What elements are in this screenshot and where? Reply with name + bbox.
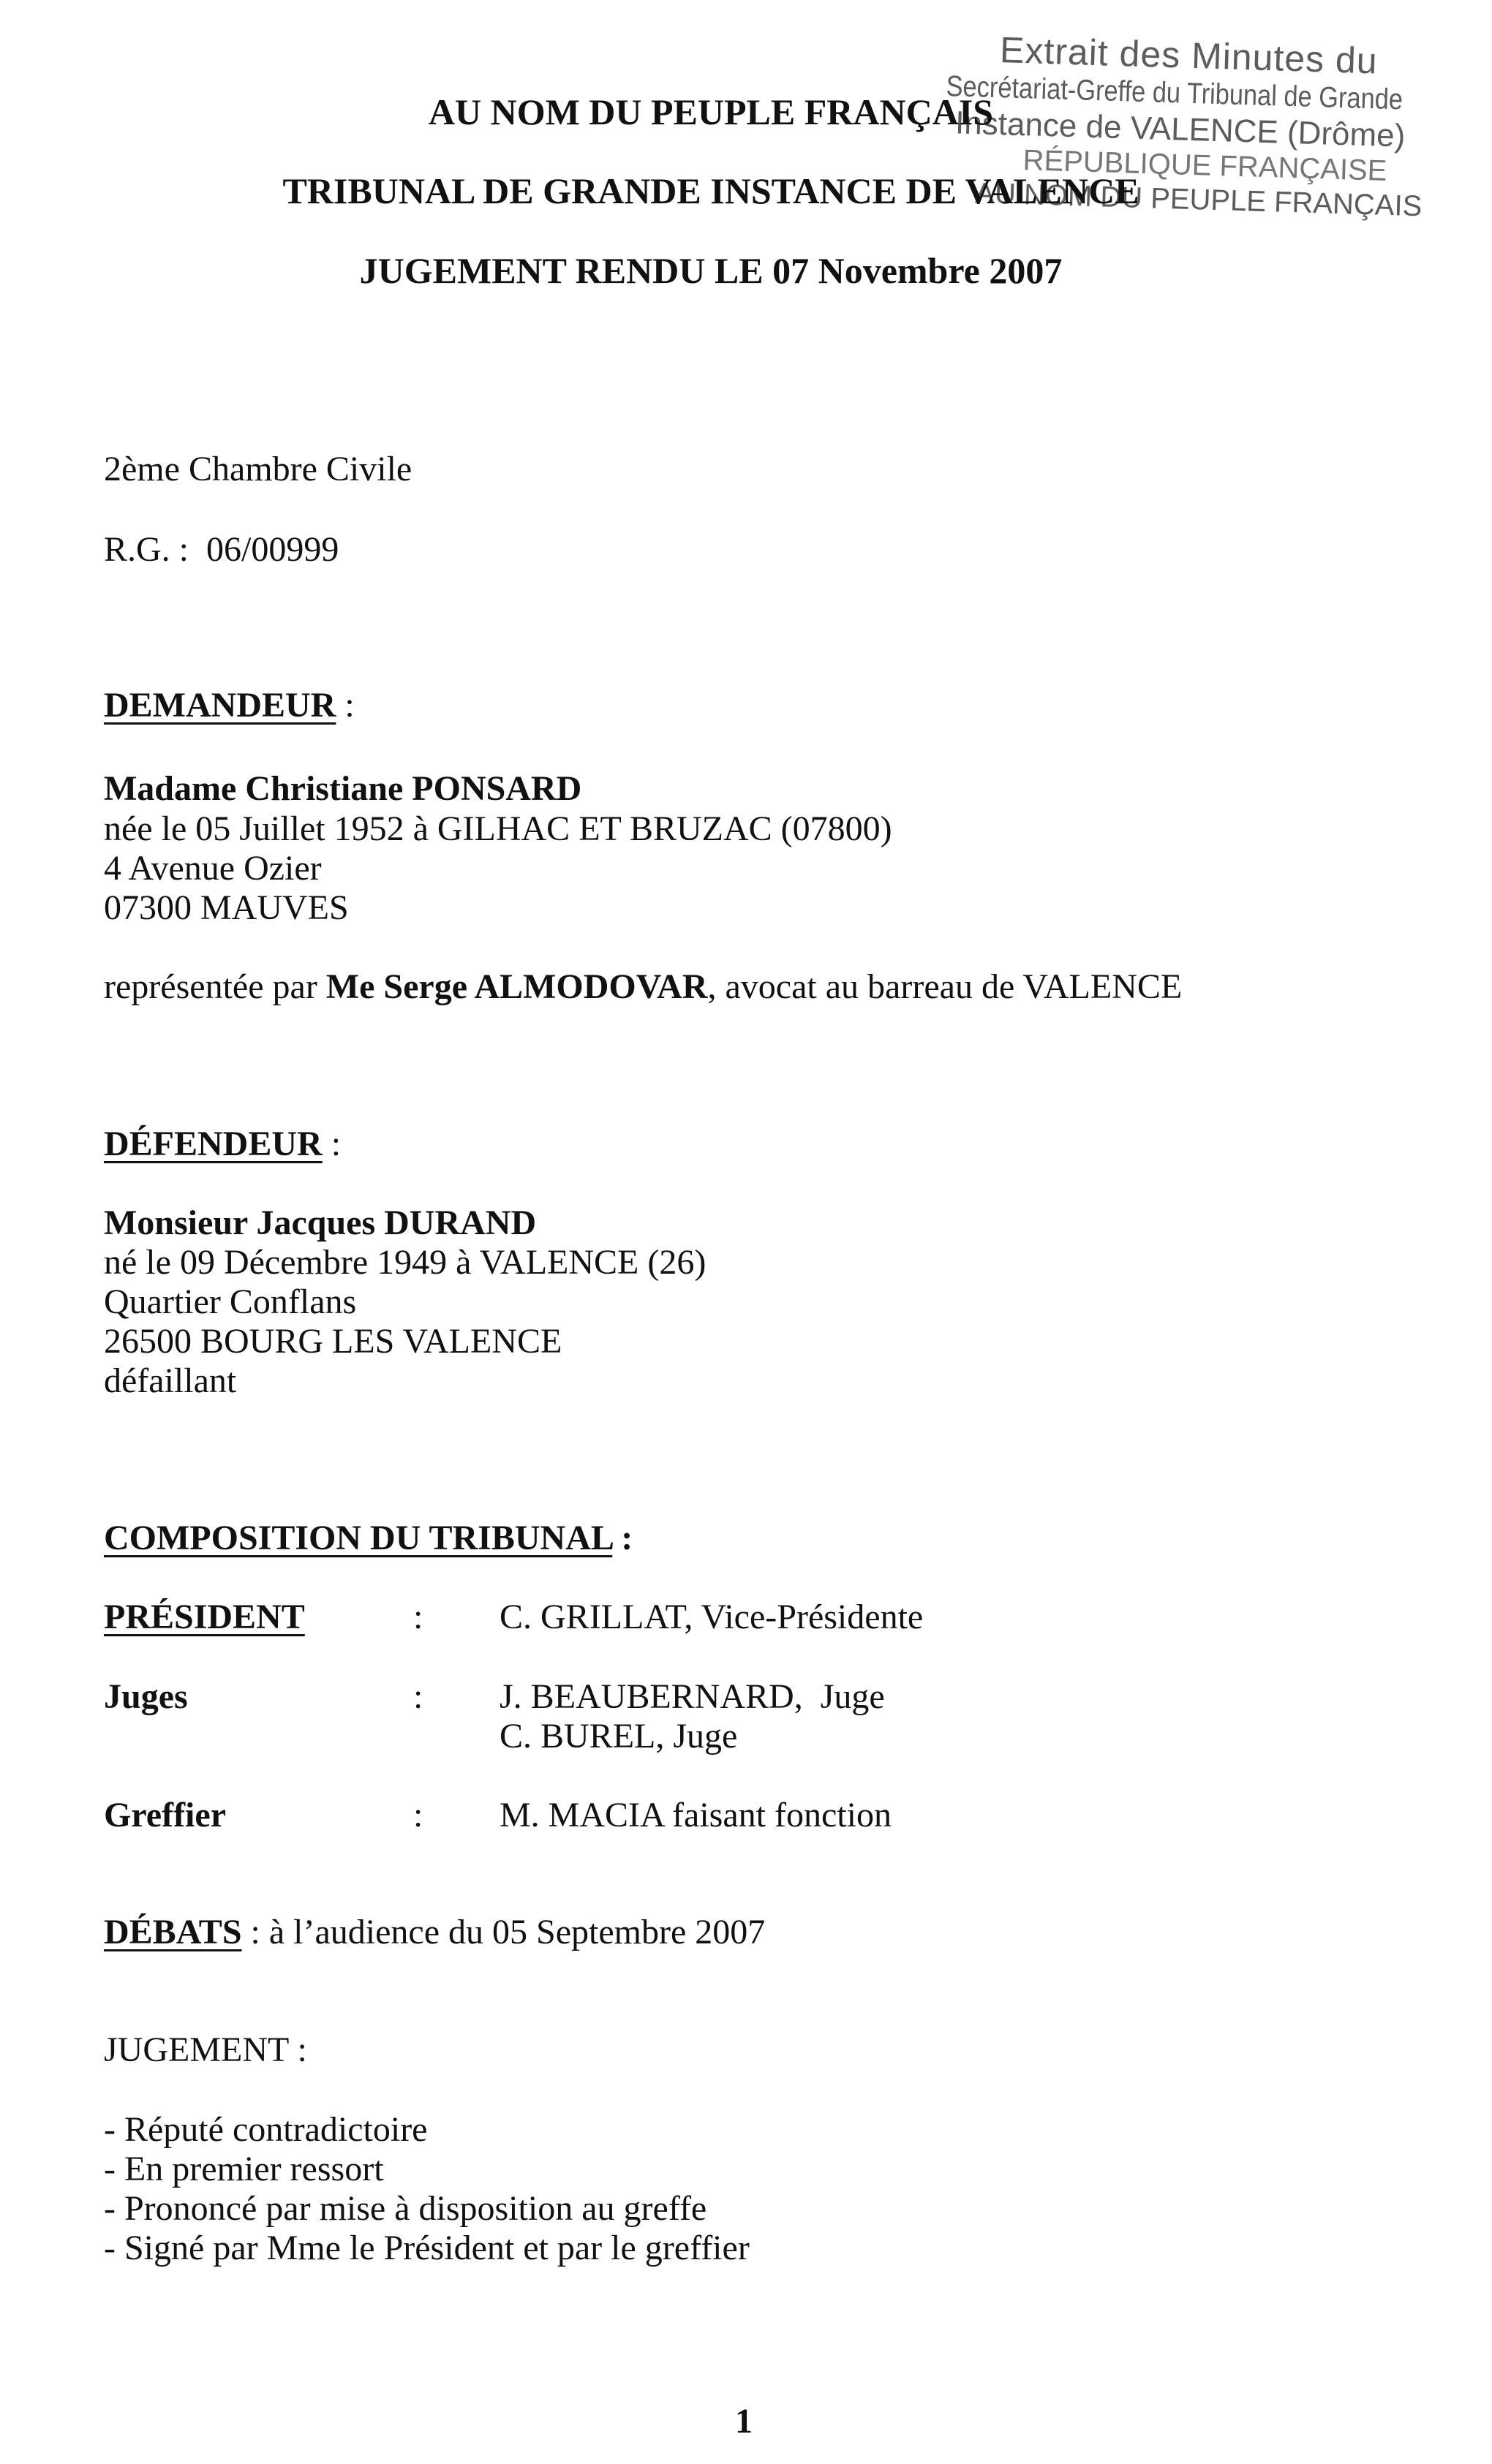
defendeur-heading <box>104 1125 341 1164</box>
defendeur-address-2: 26500 BOURG LES VALENCE <box>104 1322 562 1361</box>
demandeur-representation <box>104 967 1182 1007</box>
stamp-line-4: RÉPUBLIQUE FRANÇAISE <box>1022 144 1387 187</box>
rep-prefix: représentée par <box>104 967 326 1006</box>
header-line-1: AU NOM DU PEUPLE FRANÇAIS <box>428 91 994 132</box>
composition-heading <box>104 1519 633 1558</box>
page-number: 1 <box>735 2402 753 2441</box>
defendeur-status: défaillant <box>104 1361 237 1400</box>
president-label: PRÉSIDENT <box>104 1598 305 1636</box>
debats-text: : à l’audience du 05 Septembre 2007 <box>241 1913 766 1951</box>
jugement-item-1: - Réputé contradictoire <box>104 2110 428 2149</box>
stamp-line-1: Extrait des Minutes du <box>999 29 1379 82</box>
juges-value-2: C. BUREL, Juge <box>500 1717 738 1756</box>
rep-suffix: , avocat au barreau de VALENCE <box>707 967 1183 1006</box>
jugement-item-4: - Signé par Mme le Président et par le greffier <box>104 2229 750 2267</box>
demandeur-birth: née le 05 Juillet 1952 à GILHAC ET BRUZAC (07800) <box>104 809 892 848</box>
stamp-line-2: Secrétariat-Greffe du Tribunal de Grande <box>945 69 1404 116</box>
composition-heading-colon: : <box>612 1519 633 1557</box>
juges-label: Juges <box>104 1677 188 1716</box>
defendeur-address-1: Quartier Conflans <box>104 1282 357 1321</box>
debats-line <box>104 1913 765 1952</box>
rep-lawyer-name: Me Serge ALMODOVAR <box>325 967 708 1006</box>
header-line-2: TRIBUNAL DE GRANDE INSTANCE DE VALENCE <box>282 170 1139 211</box>
juges-sep: : <box>413 1677 423 1716</box>
defendeur-name: Monsieur Jacques DURAND <box>104 1203 537 1242</box>
debats-heading: DÉBATS <box>104 1913 242 1951</box>
chamber: 2ème Chambre Civile <box>104 450 412 488</box>
juges-value-1: J. BEAUBERNARD, Juge <box>500 1677 885 1716</box>
defendeur-heading-colon: : <box>322 1125 342 1163</box>
jugement-item-2: - En premier ressort <box>104 2150 384 2188</box>
defendeur-birth: né le 09 Décembre 1949 à VALENCE (26) <box>104 1243 707 1282</box>
stamp-line-5: AU NOM DU PEUPLE FRANÇAIS <box>974 177 1423 223</box>
demandeur-address-1: 4 Avenue Ozier <box>104 849 322 888</box>
defendeur-heading-label: DÉFENDEUR <box>104 1125 323 1163</box>
demandeur-heading <box>104 686 355 725</box>
president-sep: : <box>413 1598 423 1636</box>
demandeur-heading-label: DEMANDEUR <box>104 686 336 725</box>
stamp-line-3: Instance de VALENCE (Drôme) <box>954 105 1406 154</box>
jugement-item-3: - Prononcé par mise à disposition au greffe <box>104 2189 707 2228</box>
greffier-sep: : <box>413 1796 423 1834</box>
jugement-heading: JUGEMENT : <box>104 2030 307 2069</box>
demandeur-address-2: 07300 MAUVES <box>104 888 349 927</box>
composition-heading-label: COMPOSITION DU TRIBUNAL <box>104 1519 613 1557</box>
header-line-3: JUGEMENT RENDU LE 07 Novembre 2007 <box>359 250 1063 291</box>
greffier-value: M. MACIA faisant fonction <box>500 1796 892 1834</box>
president-value: C. GRILLAT, Vice-Présidente <box>500 1598 924 1636</box>
demandeur-name: Madame Christiane PONSARD <box>104 769 582 808</box>
greffier-label: Greffier <box>104 1796 226 1834</box>
demandeur-heading-colon: : <box>336 686 355 725</box>
case-number: R.G. : 06/00999 <box>104 530 339 569</box>
